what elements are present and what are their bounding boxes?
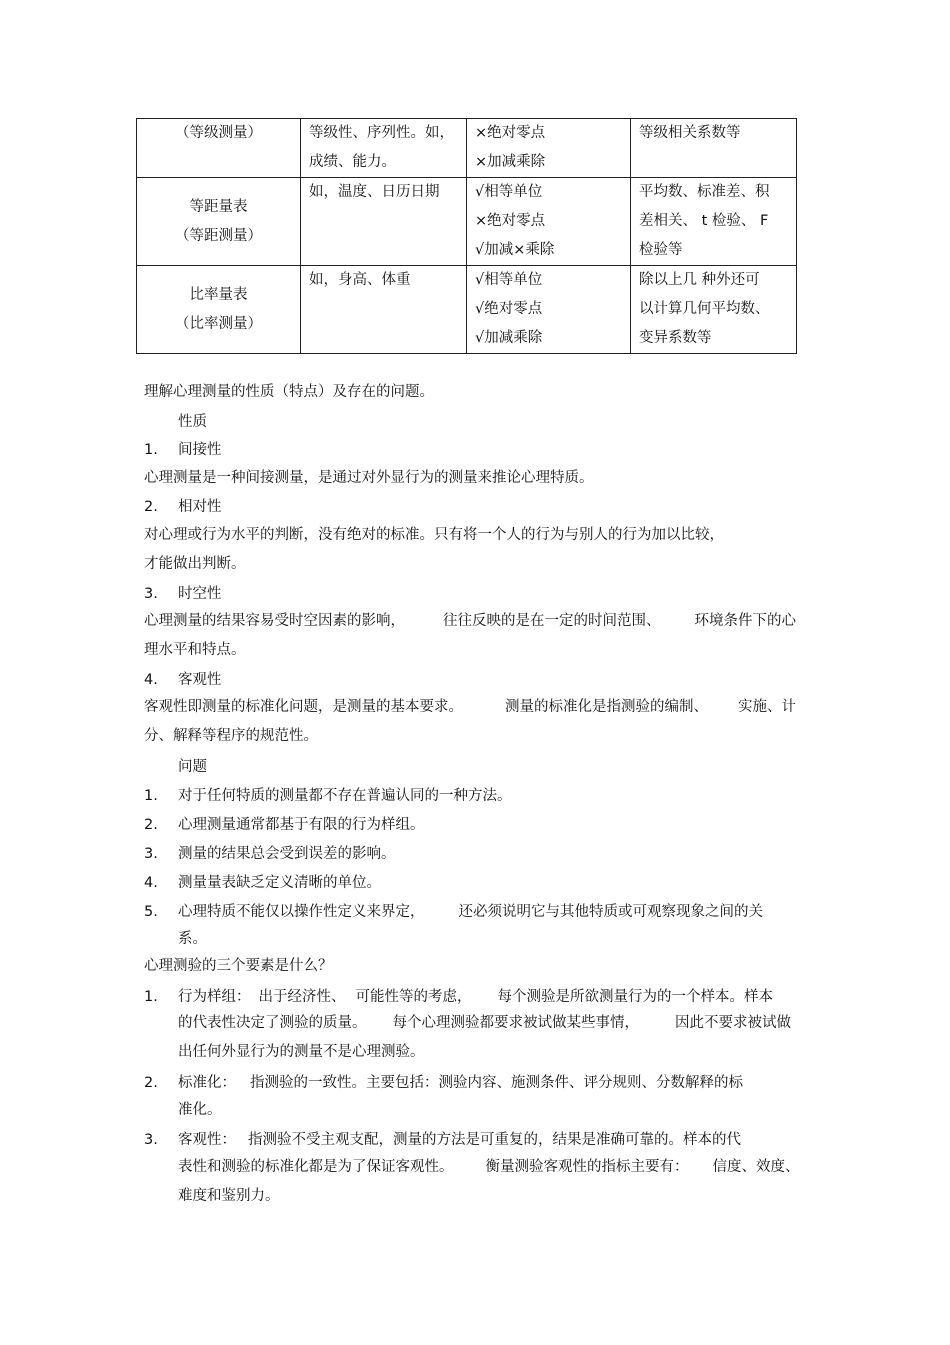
example-cell	[301, 266, 467, 354]
statistics-line: 差相关、 t 检验、 F	[639, 213, 769, 229]
list-item	[178, 1130, 741, 1150]
properties-cell	[467, 266, 631, 354]
item-title: 相对性	[178, 499, 222, 515]
properties-cell	[467, 119, 631, 178]
statistics-line: 除以上几 种外还可	[639, 272, 760, 288]
scale-comparison-table	[136, 118, 797, 354]
text-segment: 测量的标准化是指测验的编制、	[505, 699, 708, 715]
item-number: 3.	[144, 1132, 158, 1148]
item-number: 1.	[144, 788, 158, 804]
text-segment: 每个心理测验都要求被试做某些事情，	[392, 1015, 639, 1031]
nature-heading: 性质	[178, 414, 207, 430]
list-item: 对于任何特质的测量都不存在普遍认同的一种方法。	[178, 788, 512, 804]
scale-name: 比率量表	[189, 286, 248, 303]
statistics-cell	[631, 119, 797, 178]
list-item-continuation: 准化。	[178, 1102, 222, 1118]
example-cell	[301, 119, 467, 178]
statistics-line: 检验等	[639, 242, 683, 258]
table-row	[137, 119, 797, 178]
paragraph: 分、解释等程序的规范性。	[144, 728, 318, 744]
item-number: 2.	[144, 499, 158, 515]
text-segment: 实施、计	[738, 699, 796, 715]
text-segment: 客观性即测量的标准化问题，是测量的基本要求。	[144, 699, 463, 715]
list-item: 心理测量通常都基于有限的行为样组。	[178, 817, 425, 833]
text-segment: 衡量测验客观性的指标主要有：	[485, 1159, 689, 1175]
text-segment: 心理特质不能仅以操作性定义来界定，	[178, 904, 425, 920]
statistics-line: 平均数、标准差、积	[639, 184, 770, 200]
table-row	[137, 266, 797, 354]
property-line: √加减乘除	[475, 330, 543, 346]
property-line: √相等单位	[475, 272, 543, 288]
text-segment: 心理测量的结果容易受时空因素的影响，	[144, 613, 405, 629]
paragraph	[144, 611, 796, 631]
item-number: 2.	[144, 1075, 158, 1091]
question-heading: 心理测验的三个要素是什么？	[144, 958, 333, 974]
text-segment: 每个测验是所欲测量行为的一个样本。样本	[497, 989, 773, 1005]
item-number: 3.	[144, 846, 158, 862]
text-segment: 表性和测验的标准化都是为了保证客观性。	[178, 1159, 454, 1175]
text-segment: 往往反映的是在一定的时间范围、	[443, 613, 661, 629]
item-number: 4.	[144, 875, 158, 891]
example-line: 如，身高、体重	[309, 272, 411, 288]
property-line: ×绝对零点	[475, 213, 546, 229]
example-cell	[301, 178, 467, 266]
list-item	[178, 1073, 743, 1093]
properties-cell	[467, 178, 631, 266]
text-segment: 因此不要求被试做	[675, 1015, 791, 1031]
item-number: 1.	[144, 989, 158, 1005]
item-title: 时空性	[178, 586, 222, 602]
item-title: 间接性	[178, 442, 222, 458]
item-title: 客观性	[178, 672, 222, 688]
list-item-continuation: 系。	[178, 931, 207, 947]
list-item-continuation	[178, 1013, 791, 1033]
scale-sub: （等距测量）	[175, 227, 262, 244]
paragraph: 心理测量是一种间接测量，是通过对外显行为的测量来推论心理特质。	[144, 470, 594, 486]
text-segment: 可能性等的考虑，	[355, 989, 472, 1005]
paragraph	[144, 697, 796, 717]
statistics-cell	[631, 266, 797, 354]
item-number: 5.	[144, 904, 158, 920]
text-segment: 指测验的一致性。主要包括：测验内容、施测条件、评分规则、分数解释的标	[250, 1075, 743, 1091]
list-item-continuation: 出任何外显行为的测量不是心理测验。	[178, 1044, 425, 1060]
text-segment: 出于经济性、	[258, 989, 346, 1005]
text-segment: 的代表性决定了测验的质量。	[178, 1015, 367, 1031]
property-line: √绝对零点	[475, 301, 543, 317]
paragraph: 才能做出判断。	[144, 556, 246, 572]
text-segment: 还必须说明它与其他特质或可观察现象之间的关	[458, 904, 763, 920]
scale-name: 等距量表	[189, 198, 248, 215]
item-number: 1.	[144, 442, 158, 458]
property-line: √相等单位	[475, 184, 543, 200]
list-item: 测量量表缺乏定义清晰的单位。	[178, 875, 381, 891]
problem-heading: 问题	[178, 759, 207, 775]
text-segment: 指测验不受主观支配，测量的方法是可重复的，结果是准确可靠的。样本的代	[248, 1132, 741, 1148]
statistics-line: 以计算几何平均数、	[639, 301, 770, 317]
property-line: ×加减乘除	[475, 154, 546, 170]
text-segment: 客观性：	[178, 1132, 236, 1148]
text-segment: 标准化：	[178, 1075, 236, 1091]
list-item	[178, 987, 773, 1007]
table-row	[137, 178, 797, 266]
example-line: 如，温度、日历日期	[309, 184, 440, 200]
text-segment: 行为样组：	[178, 989, 251, 1005]
property-line: ×绝对零点	[475, 125, 546, 141]
list-item-continuation: 难度和鉴别力。	[178, 1188, 280, 1204]
example-line: 等级性、序列性。如，	[309, 125, 454, 141]
scale-name-cell	[137, 178, 301, 266]
scale-name-cell	[137, 266, 301, 354]
item-number: 3.	[144, 586, 158, 602]
paragraph: 理水平和特点。	[144, 642, 246, 658]
text-segment: 信度、效度、	[712, 1159, 800, 1175]
example-line: 成绩、能力。	[309, 154, 396, 170]
list-item: 测量的结果总会受到误差的影响。	[178, 846, 396, 862]
list-item	[178, 902, 763, 922]
statistics-cell	[631, 178, 797, 266]
item-number: 2.	[144, 817, 158, 833]
scale-sub: （等级测量）	[175, 125, 262, 141]
text-segment: 环境条件下的心	[694, 613, 796, 629]
scale-sub: （比率测量）	[175, 315, 262, 332]
property-line: √加减×乘除	[475, 242, 555, 258]
statistics-line: 等级相关系数等	[639, 125, 741, 141]
list-item-continuation	[178, 1157, 800, 1177]
question-heading: 理解心理测量的性质（特点）及存在的问题。	[144, 384, 434, 400]
statistics-line: 变异系数等	[639, 330, 712, 346]
item-number: 4.	[144, 672, 158, 688]
paragraph: 对心理或行为水平的判断，没有绝对的标准。只有将一个人的行为与别人的行为加以比较，	[144, 527, 724, 543]
scale-name-cell	[137, 119, 301, 178]
